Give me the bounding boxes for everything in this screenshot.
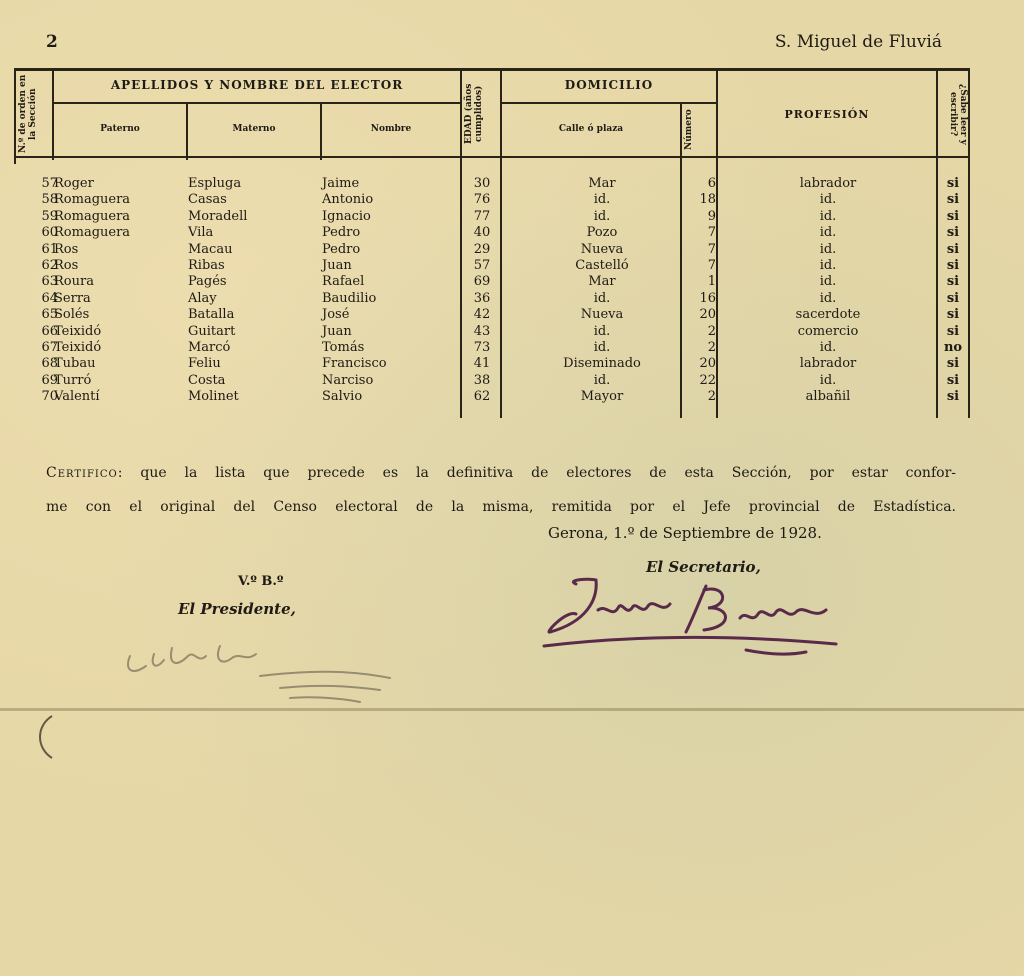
cell-num: 69 — [41, 372, 58, 388]
cell-num: 60 — [41, 225, 58, 241]
table-row — [14, 274, 970, 290]
cell-edad: 43 — [473, 323, 491, 339]
cell-calle: Nueva — [580, 307, 624, 323]
cell-edad: 40 — [473, 225, 491, 241]
cell-paterno: Teixidó — [54, 323, 102, 339]
cell-edad: 73 — [473, 340, 491, 355]
cell-nombre: Narciso — [322, 372, 374, 388]
cell-paterno: Tubau — [54, 356, 96, 372]
president-title: El Presidente, — [178, 600, 296, 618]
cell-paterno: Romaguera — [54, 208, 131, 224]
cell-edad: 76 — [473, 192, 491, 208]
cell-profesion: id. — [819, 274, 837, 290]
header-name-group: APELLIDOS Y NOMBRE DEL ELECTOR — [110, 78, 404, 92]
date-place: Gerona, 1.º de Septiembre de 1928. — [548, 524, 822, 542]
table-row — [14, 356, 970, 372]
cell-materno: Moradell — [188, 208, 248, 224]
cell-numero: 1 — [707, 274, 716, 290]
cell-paterno: Solés — [54, 307, 90, 323]
header-sabe: ¿Sabe leer y escribir? — [948, 83, 968, 145]
table-row — [14, 389, 970, 405]
stray-mark — [30, 712, 60, 762]
cell-paterno: Teixidó — [54, 340, 102, 355]
cell-sabe: si — [946, 389, 960, 405]
cell-sabe: no — [943, 340, 963, 355]
cell-sabe: si — [946, 307, 960, 323]
cell-num: 64 — [41, 290, 58, 306]
cell-profesion: albañil — [805, 389, 851, 405]
cell-paterno: Romaguera — [54, 225, 131, 241]
cell-edad: 42 — [473, 307, 491, 323]
cell-num: 62 — [41, 258, 58, 273]
cell-materno: Molinet — [188, 389, 239, 405]
cell-numero: 2 — [707, 389, 716, 405]
cell-nombre: Francisco — [322, 356, 387, 372]
cell-sabe: si — [946, 356, 960, 372]
cell-num: 57 — [41, 176, 58, 191]
visto-bueno: V.º B.º — [238, 574, 284, 589]
cell-materno: Batalla — [188, 307, 235, 323]
cell-numero: 7 — [707, 225, 716, 241]
cell-sabe: si — [946, 323, 960, 339]
cell-calle: Mayor — [580, 389, 624, 405]
cell-sabe: si — [946, 290, 960, 306]
cell-edad: 36 — [473, 290, 491, 306]
header-profesion: PROFESIÓN — [784, 108, 870, 121]
cell-calle: id. — [593, 290, 611, 306]
cell-num: 63 — [41, 274, 58, 290]
table-row — [14, 307, 970, 323]
cell-calle: id. — [593, 340, 611, 355]
table-row — [14, 291, 970, 307]
cell-numero: 7 — [707, 258, 716, 273]
cell-numero: 22 — [699, 372, 716, 388]
cell-profesion: id. — [819, 340, 837, 355]
cell-nombre: Tomás — [322, 340, 365, 355]
certificate-lead: Certifico — [46, 465, 118, 481]
cell-numero: 2 — [707, 340, 716, 355]
table-row — [14, 225, 970, 241]
cell-materno: Pagés — [188, 274, 227, 290]
cell-sabe: si — [946, 258, 960, 273]
cell-materno: Feliu — [188, 356, 221, 372]
cell-num: 58 — [41, 192, 58, 208]
table-top-rule — [14, 68, 970, 71]
cell-edad: 77 — [473, 208, 491, 224]
cell-nombre: José — [322, 307, 350, 323]
table-row — [14, 176, 970, 192]
cell-paterno: Ros — [54, 241, 79, 257]
cell-materno: Guitart — [188, 323, 236, 339]
cell-numero: 20 — [699, 356, 716, 372]
cell-numero: 18 — [699, 192, 716, 208]
col-divider — [14, 68, 16, 164]
certificate-text — [46, 456, 956, 524]
header-materno: Materno — [232, 124, 276, 134]
cell-paterno: Valentí — [54, 389, 100, 405]
cell-materno: Casas — [188, 192, 227, 208]
cell-paterno: Romaguera — [54, 192, 131, 208]
cell-paterno: Roura — [54, 274, 94, 290]
header-calle: Calle ó plaza — [558, 124, 624, 134]
certificate-line-2: me con el original del Censo electoral de la misma, remitida por el Jefe provincial de Estadística. — [46, 499, 956, 515]
cell-profesion: id. — [819, 241, 837, 257]
cell-num: 68 — [41, 356, 58, 372]
cell-calle: id. — [593, 323, 611, 339]
cell-calle: Diseminado — [563, 356, 641, 372]
cell-nombre: Baudilio — [322, 290, 377, 306]
cell-profesion: labrador — [799, 356, 857, 372]
cell-paterno: Ros — [54, 258, 79, 273]
cell-calle: Mar — [588, 176, 616, 191]
header-paterno: Paterno — [100, 124, 140, 134]
cell-numero: 20 — [699, 307, 716, 323]
cell-numero: 6 — [707, 176, 716, 191]
cell-num: 59 — [41, 208, 58, 224]
cell-profesion: id. — [819, 225, 837, 241]
header-numero: Número — [684, 109, 694, 151]
cell-profesion: id. — [819, 192, 837, 208]
table-row — [14, 373, 970, 389]
president-signature-image — [110, 626, 410, 716]
cell-sabe: si — [946, 274, 960, 290]
cell-sabe: si — [946, 176, 960, 191]
cell-profesion: comercio — [797, 323, 859, 339]
cell-paterno: Roger — [54, 176, 94, 191]
municipality-header: S. Miguel de Fluviá — [774, 32, 942, 52]
cell-sabe: si — [946, 372, 960, 388]
cell-paterno: Turró — [54, 372, 92, 388]
cell-numero: 2 — [707, 323, 716, 339]
cell-materno: Marcó — [188, 340, 231, 355]
cell-materno: Vila — [188, 225, 214, 241]
cell-numero: 16 — [699, 290, 716, 306]
cell-paterno: Serra — [54, 290, 91, 306]
cell-nombre: Juan — [322, 258, 352, 273]
cell-num: 67 — [41, 340, 58, 355]
cell-nombre: Pedro — [322, 241, 361, 257]
cell-nombre: Juan — [322, 323, 352, 339]
cell-calle: id. — [593, 192, 611, 208]
secretary-signature-image — [536, 570, 856, 666]
page-number: 2 — [46, 32, 58, 52]
cell-edad: 38 — [473, 372, 491, 388]
cell-num: 65 — [41, 307, 58, 323]
certificate-line-1-text: : que la lista que precede es la definitiva de electores de esta Sección, por estar confor- — [117, 465, 956, 481]
electors-table — [14, 68, 970, 418]
cell-edad: 62 — [473, 389, 491, 405]
cell-calle: Mar — [588, 274, 616, 290]
cell-num: 61 — [41, 241, 58, 257]
table-row — [14, 324, 970, 340]
cell-nombre: Rafael — [322, 274, 365, 290]
cell-edad: 29 — [473, 241, 491, 257]
cell-materno: Costa — [188, 372, 226, 388]
cell-profesion: id. — [819, 372, 837, 388]
header-edad: EDAD (años cumplidos) — [464, 83, 484, 145]
table-row — [14, 209, 970, 225]
cell-profesion: labrador — [799, 176, 857, 191]
table-row — [14, 242, 970, 258]
paper-fold-line — [0, 708, 1024, 711]
cell-materno: Ribas — [188, 258, 225, 273]
cell-nombre: Jaime — [322, 176, 360, 191]
cell-profesion: sacerdote — [795, 307, 861, 323]
cell-calle: Pozo — [586, 225, 618, 241]
cell-materno: Alay — [188, 290, 217, 306]
cell-materno: Espluga — [188, 176, 242, 191]
cell-num: 70 — [41, 389, 58, 405]
cell-numero: 9 — [707, 208, 716, 224]
cell-nombre: Pedro — [322, 225, 361, 241]
name-group-rule — [54, 102, 462, 104]
cell-calle: Castelló — [575, 258, 629, 273]
table-row — [14, 340, 970, 356]
cell-edad: 41 — [473, 356, 491, 372]
certificate-line-1 — [46, 456, 956, 490]
cell-sabe: si — [946, 225, 960, 241]
header-nombre: Nombre — [370, 124, 412, 134]
header-num-order: N.º de orden en la Sección — [18, 74, 38, 154]
table-row — [14, 258, 970, 274]
header-bottom-rule — [14, 156, 970, 158]
table-row — [14, 192, 970, 208]
cell-nombre: Salvio — [322, 389, 363, 405]
cell-profesion: id. — [819, 208, 837, 224]
cell-sabe: si — [946, 241, 960, 257]
cell-calle: id. — [593, 208, 611, 224]
header-domicilio-group: DOMICILIO — [564, 78, 654, 92]
cell-profesion: id. — [819, 290, 837, 306]
cell-edad: 57 — [473, 258, 491, 273]
cell-sabe: si — [946, 208, 960, 224]
cell-edad: 30 — [473, 176, 491, 191]
cell-profesion: id. — [819, 258, 837, 273]
cell-edad: 69 — [473, 274, 491, 290]
cell-materno: Macau — [188, 241, 233, 257]
secretary-title: El Secretario, — [646, 558, 761, 576]
cell-numero: 7 — [707, 241, 716, 257]
cell-sabe: si — [946, 192, 960, 208]
cell-num: 66 — [41, 323, 58, 339]
cell-calle: id. — [593, 372, 611, 388]
cell-nombre: Ignacio — [322, 208, 371, 224]
cell-calle: Nueva — [580, 241, 624, 257]
table-body — [14, 176, 970, 416]
cell-nombre: Antonio — [322, 192, 374, 208]
